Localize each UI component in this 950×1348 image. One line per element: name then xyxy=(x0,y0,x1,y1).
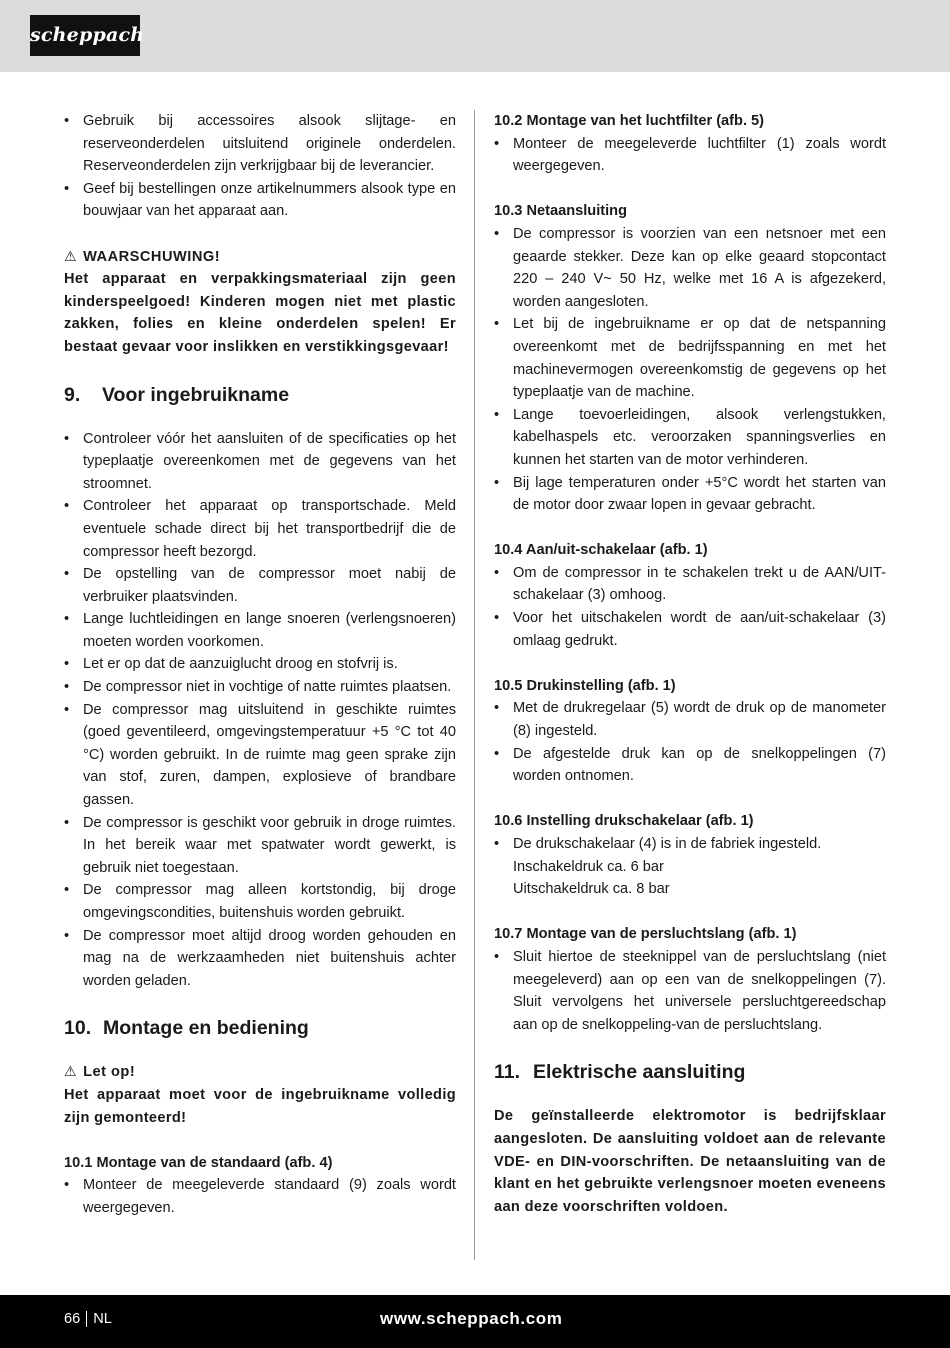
page-indicator xyxy=(64,1311,112,1327)
list-item: • De opstelling van de compressor moet nabij de verbruiker plaatsvinden. xyxy=(64,563,456,608)
subsection-10-7-heading: 10.7 Montage van de persluchtslang (afb. 1) xyxy=(494,926,797,943)
subsection-10-5-heading: 10.5 Drukinstelling (afb. 1) xyxy=(494,677,676,694)
cut-in-pressure: Inschakeldruk ca. 6 bar xyxy=(513,858,664,875)
section-title: Montage en bediening xyxy=(103,1017,309,1040)
warning-heading xyxy=(64,246,456,269)
subsection-10-1-bullet-list xyxy=(64,1174,456,1219)
section-title: Voor ingebruikname xyxy=(102,383,290,406)
list-item: • De afgestelde druk kan op de snelkoppelingen (7) worden ontnomen. xyxy=(494,743,886,788)
subsection-10-5-bullet-list xyxy=(494,697,886,787)
list-item: • Om de compressor in te schakelen trekt u de AAN/UIT-schakelaar (3) omhoog. xyxy=(494,562,886,607)
list-item: • Lange luchtleidingen en lange snoeren (verlengsnoeren) moeten worden voorkomen. xyxy=(64,608,456,653)
warning-triangle-icon: ⚠ xyxy=(64,1064,78,1081)
subsection-10-4-heading: 10.4 Aan/uit-schakelaar (afb. 1) xyxy=(494,542,708,559)
language-code: NL xyxy=(93,1311,112,1327)
list-item: • Controleer vóór het aansluiten of de specificaties op het typeplaatje overeenkomen met de gegevens van het stroomnet. xyxy=(64,428,456,496)
left-column xyxy=(64,110,456,1220)
list-item: • De compressor niet in vochtige of natte ruimtes plaatsen. xyxy=(64,676,456,699)
scheppach-logo: scheppach xyxy=(30,15,140,56)
caution-heading xyxy=(64,1061,456,1084)
separator xyxy=(86,1311,87,1327)
header-band xyxy=(0,0,950,72)
section-11-text: De geïnstalleerde elektromotor is bedrijfsklaar aangesloten. De aansluiting voldoet aan de relevante VDE- en DIN-voorschriften. De netaansluiting van de klant en het gebruikte verlengsnoer moeten eveneens aan deze voorschriften voldoen. xyxy=(494,1108,886,1215)
cut-out-pressure: Uitschakeldruk ca. 8 bar xyxy=(513,881,670,898)
warning-text: Het apparaat en verpakkingsmateriaal zijn geen kinderspeelgoed! Kinderen mogen niet met plastic zakken, folies en kleine onderdelen spelen! Er bestaat gevaar voor inslikken en verstikkingsgevaar! xyxy=(64,271,456,355)
subsection-10-2-heading: 10.2 Montage van het luchtfilter (afb. 5) xyxy=(494,113,765,129)
list-item: • Lange toevoerleidingen, alsook verlengstukken, kabelhaspels etc. veroorzaken spanningsverlies en kunnen het starten van de motor verhinderen. xyxy=(494,404,886,472)
subsection-10-6-bullet-list xyxy=(494,833,886,856)
subsection-10-1-heading: 10.1 Montage van de standaard (afb. 4) xyxy=(64,1154,333,1171)
footer-bar xyxy=(0,1295,950,1348)
section-number: 11. xyxy=(494,1061,521,1084)
list-item: • Bij lage temperaturen onder +5°C wordt het starten van de motor door zwaar lopen in gevaar gebracht. xyxy=(494,472,886,517)
section-title: Elektrische aansluiting xyxy=(533,1061,746,1084)
subsection-10-2-bullet-list xyxy=(494,133,886,178)
section-number: 10. xyxy=(64,1017,92,1040)
subsection-10-3-bullet-list xyxy=(494,223,886,517)
subsection-10-3-heading: 10.3 Netaansluiting xyxy=(494,203,628,220)
list-item: • De compressor mag uitsluitend in geschikte ruimtes (goed geventileerd, omgevingstemperatuur +5 °C tot 40 °C) worden gebruikt. In de ruimte mag geen sprake zijn van stof, zuren, dampen, explosieve of brandbare gassen. xyxy=(64,699,456,812)
warning-triangle-icon: ⚠ xyxy=(64,248,78,265)
subsection-10-7-bullet-list xyxy=(494,946,886,1036)
list-item: • De compressor is geschikt voor gebruik in droge ruimtes. In het bereik waar met spatwater wordt gewerkt, is gebruik niet toegestaan. xyxy=(64,812,456,880)
section-11-heading xyxy=(494,1058,886,1086)
section-10-heading xyxy=(64,1014,456,1042)
section-9-heading xyxy=(64,381,456,409)
subsection-10-4-bullet-list xyxy=(494,562,886,652)
list-item: • De compressor mag alleen kortstondig, bij droge omgevingscondities, buitenshuis worden gebruikt. xyxy=(64,879,456,924)
list-item: • De compressor moet altijd droog worden gehouden en mag na de werkzaamheden niet buitenshuis achter worden geladen. xyxy=(64,925,456,993)
list-item: • Voor het uitschakelen wordt de aan/uit-schakelaar (3) omlaag gedrukt. xyxy=(494,607,886,652)
list-item: • Controleer het apparaat op transportschade. Meld eventuele schade direct bij het transportbedrijf die de compressor heeft bezorgd. xyxy=(64,495,456,563)
column-divider xyxy=(474,110,475,1260)
intro-bullet-list xyxy=(64,110,456,223)
list-item: • Let er op dat de aanzuiglucht droog en stofvrij is. xyxy=(64,653,456,676)
subsection-10-6-heading: 10.6 Instelling drukschakelaar (afb. 1) xyxy=(494,813,754,830)
list-item: • Gebruik bij accessoires alsook slijtage- en reserveonderdelen uitsluitend originele onderdelen. Reserveonderdelen zijn verkrijgbaar bij de leverancier. xyxy=(64,110,456,178)
list-item: • Met de drukregelaar (5) wordt de druk op de manometer (8) ingesteld. xyxy=(494,697,886,742)
section-number: 9. xyxy=(64,383,81,406)
list-item: • Geef bij bestellingen onze artikelnummers alsook type en bouwjaar van het apparaat aan. xyxy=(64,178,456,223)
list-item: • Sluit hiertoe de steeknippel van de persluchtslang (niet meegeleverd) aan op een van de snelkoppelingen (7). Sluit vervolgens het universele persluchtgereedschap aan op de snelkoppeling-van de persluchtslang. xyxy=(494,946,886,1036)
list-item: • Monteer de meegeleverde luchtfilter (1) zoals wordt weergegeven. xyxy=(494,133,886,178)
caution-title: Let op! xyxy=(83,1064,136,1081)
list-item: • Monteer de meegeleverde standaard (9) zoals wordt weergegeven. xyxy=(64,1174,456,1219)
warning-title: WAARSCHUWING! xyxy=(83,248,221,265)
caution-text: Het apparaat moet voor de ingebruikname volledig zijn gemonteerd! xyxy=(64,1086,456,1126)
list-item: • Let bij de ingebruikname er op dat de netspanning overeenkomt met de bedrijfsspanning en met het machinevermogen overeenkomstig de gegevens op het typeplaatje van de machine. xyxy=(494,313,886,403)
website-link[interactable]: www.scheppach.com xyxy=(380,1309,563,1328)
right-column xyxy=(494,110,886,1218)
page-number: 66 xyxy=(64,1311,81,1327)
list-item: • De compressor is voorzien van een netsnoer met een geaarde stekker. Deze kan op elke geaard stopcontact 220 – 240 V~ 50 Hz, welke met 16 A is afgezekerd, worden aangesloten. xyxy=(494,223,886,313)
section-9-bullet-list xyxy=(64,428,456,993)
list-item: • De drukschakelaar (4) is in de fabriek ingesteld. xyxy=(494,833,886,856)
